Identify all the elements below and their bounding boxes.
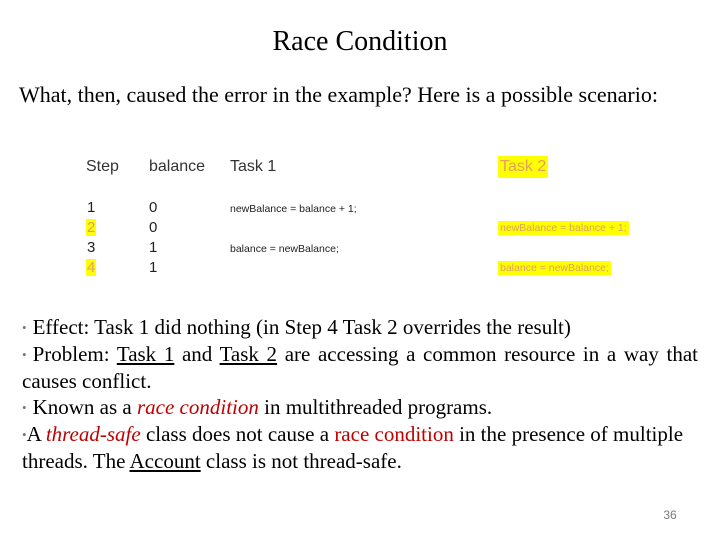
row2-balance: 0 <box>149 219 158 236</box>
page-number: 36 <box>663 508 677 522</box>
row1-balance: 0 <box>149 199 158 216</box>
row2-task2: newBalance = balance + 1; <box>500 222 627 234</box>
bullet-dot-icon: • <box>22 400 27 415</box>
row4-balance: 1 <box>149 259 158 276</box>
header-step: Step <box>86 158 119 175</box>
bullet-thread-safe: •A thread-safe class does not cause a race condition in the presence of multiple threads. The Account class is not thread-safe. <box>22 422 684 473</box>
row4-task2: balance = newBalance; <box>500 262 609 274</box>
slide-title: Race Condition <box>272 26 448 57</box>
row3-task1: balance = newBalance; <box>230 243 339 255</box>
row3-balance: 1 <box>149 239 158 256</box>
bullet-dot-icon: • <box>22 427 27 442</box>
race-condition-term: race condition <box>136 395 259 419</box>
thread-safe-term: thread-safe <box>45 422 141 446</box>
row4-step: 4 <box>87 259 96 276</box>
header-task2: Task 2 <box>498 156 548 178</box>
bullet-dot-icon: • <box>22 347 27 362</box>
task1-term: Task 1 <box>116 342 175 366</box>
row1-task1: newBalance = balance + 1; <box>230 203 357 215</box>
row2-step: 2 <box>87 219 96 236</box>
bullet-known-as: • Known as a race condition in multithreaded programs. <box>22 395 493 419</box>
race-condition-term-2: race condition <box>334 422 454 446</box>
row3-step: 3 <box>87 239 96 256</box>
bullet-dot-icon: • <box>22 320 27 335</box>
intro-text: What, then, caused the error in the example? Here is a possible scenario: <box>19 82 658 107</box>
bullet-effect: • Effect: Task 1 did nothing (in Step 4 Task 2 overrides the result) <box>22 315 571 339</box>
bullet-list <box>22 314 698 474</box>
account-class-term: Account <box>129 449 201 473</box>
header-task1: Task 1 <box>230 158 277 175</box>
task2-term: Task 2 <box>219 342 278 366</box>
row1-step: 1 <box>87 199 96 216</box>
header-balance: balance <box>149 158 206 175</box>
bullet-problem: • Problem: Task 1 and Task 2 are accessing a common resource in a way that causes conflict. <box>22 342 698 393</box>
